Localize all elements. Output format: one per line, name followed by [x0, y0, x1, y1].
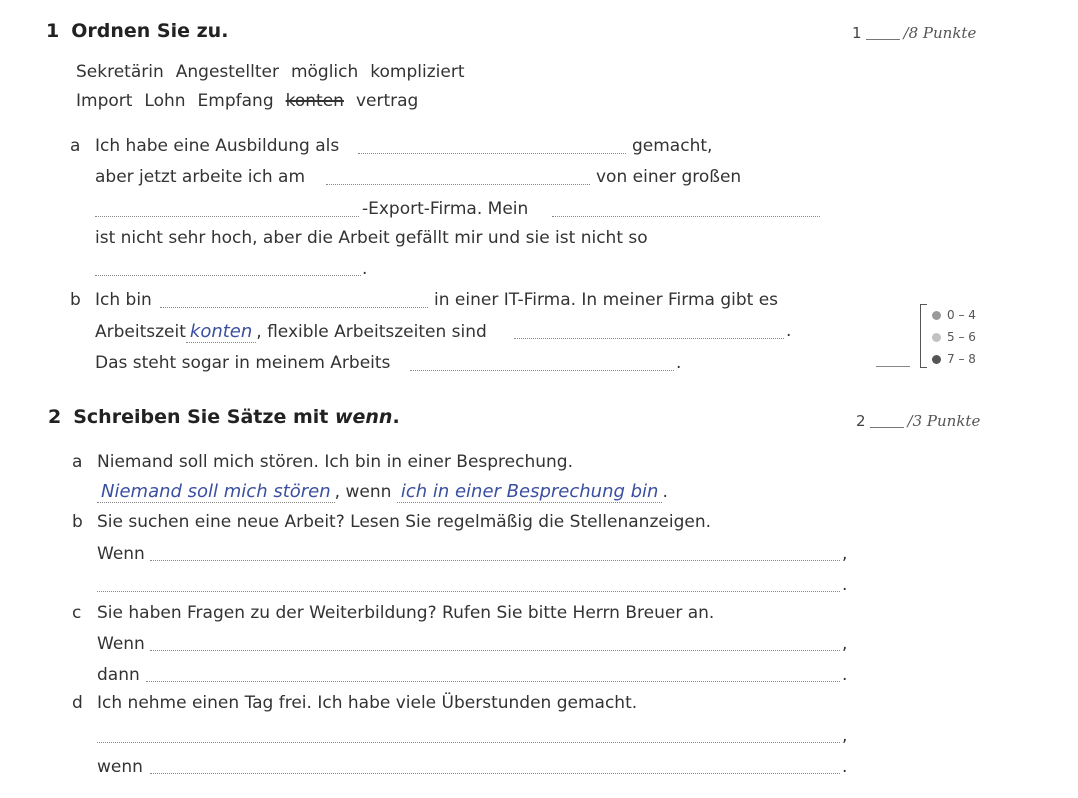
item-2a-end: . — [662, 482, 668, 502]
exercise-1-heading: Ordnen Sie zu. — [71, 20, 229, 42]
score-2-number: 2 — [856, 412, 866, 430]
answer-line-2b-1[interactable] — [150, 560, 840, 561]
item-2a-answer — [97, 481, 668, 502]
exercise-1-number: 1 — [46, 20, 60, 42]
legend-label: 5 – 6 — [947, 330, 976, 344]
score-2-blank[interactable] — [870, 427, 904, 428]
item-1a-text-5: -Export-Firma. Mein — [362, 199, 529, 219]
answer-blank-1b-3[interactable] — [410, 370, 674, 371]
item-2c-punct-1: , — [842, 634, 848, 654]
legend-label: 0 – 4 — [947, 308, 976, 322]
score-1-blank[interactable] — [866, 39, 900, 40]
answer-line-2d-1[interactable] — [97, 742, 840, 743]
exercise-2-score — [856, 412, 980, 430]
exercise-1-title — [46, 20, 228, 42]
item-2c-dann: dann — [97, 665, 140, 685]
item-2d-punct-2: . — [842, 757, 848, 777]
word-bank-item: Empfang — [197, 91, 274, 111]
item-2c-punct-2: . — [842, 665, 848, 685]
item-2d-letter: d — [72, 693, 83, 713]
legend-dot-icon — [932, 311, 941, 320]
answer-blank-1a-2[interactable] — [326, 184, 590, 185]
item-1b-letter: b — [70, 290, 81, 310]
exercise-2-title — [48, 406, 400, 428]
item-2b-punct-1: , — [842, 544, 848, 564]
item-2a-letter: a — [72, 452, 83, 472]
exercise-2-heading-em: wenn — [334, 406, 393, 428]
word-bank-item: Import — [76, 91, 133, 111]
self-assessment-bracket — [920, 304, 927, 368]
item-1b-mid: , flexible Arbeitszeiten sind — [256, 322, 487, 342]
item-2a-wenn: , wenn — [334, 482, 392, 502]
item-2d-prompt: Ich nehme einen Tag frei. Ich habe viele Überstunden gemacht. — [97, 693, 638, 713]
legend-dot-icon — [932, 355, 941, 364]
word-bank-item: möglich — [290, 62, 359, 82]
item-1b-prefix: Arbeitszeit — [95, 322, 186, 342]
item-2d-wenn: wenn — [97, 757, 143, 777]
item-1b-text-2: in einer IT-Firma. In meiner Firma gibt es — [434, 290, 779, 310]
legend-label: 7 – 8 — [947, 352, 976, 366]
legend-row — [932, 348, 976, 370]
answer-blank-1a-3[interactable] — [95, 216, 359, 217]
item-1b-punct-2: . — [676, 353, 682, 373]
item-1a-letter: a — [70, 136, 81, 156]
item-1b-text-3 — [95, 321, 487, 342]
word-bank-row-2 — [76, 91, 430, 111]
item-1a-text-6: ist nicht sehr hoch, aber die Arbeit gefällt mir und sie ist nicht so — [95, 228, 648, 248]
answer-blank-1a-5[interactable] — [95, 275, 361, 276]
word-bank-item: Lohn — [144, 91, 186, 111]
answer-line-2c-1[interactable] — [150, 650, 840, 651]
word-bank-item: kompliziert — [370, 62, 465, 82]
answer-line-2c-2[interactable] — [146, 681, 840, 682]
answer-blank-1b-1[interactable] — [160, 307, 428, 308]
handwritten-answer-2a-2: ich in einer Besprechung bin — [397, 481, 663, 503]
self-assessment-blank[interactable] — [876, 366, 910, 367]
answer-blank-1a-4[interactable] — [552, 216, 820, 217]
word-bank-item: Angestellter — [175, 62, 279, 82]
exercise-2-heading-a: Schreiben Sie Sätze mit — [73, 406, 335, 428]
word-bank-item: Sekretärin — [76, 62, 164, 82]
item-1a-text-1: Ich habe eine Ausbildung als — [95, 136, 340, 156]
handwritten-answer-konten: konten — [186, 321, 256, 343]
item-1a-text-3: aber jetzt arbeite ich am — [95, 167, 306, 187]
item-1a-text-4: von einer großen — [596, 167, 742, 187]
item-1a-text-2: gemacht, — [632, 136, 713, 156]
self-assessment-legend — [932, 304, 976, 370]
item-2b-letter: b — [72, 512, 83, 532]
item-1b-text-1: Ich bin — [95, 290, 152, 310]
item-2a-prompt: Niemand soll mich stören. Ich bin in einer Besprechung. — [97, 452, 573, 472]
answer-blank-1b-2[interactable] — [514, 338, 784, 339]
item-1b-punct-1: . — [786, 321, 792, 341]
item-1b-text-4: Das steht sogar in meinem Arbeits — [95, 353, 391, 373]
legend-row — [932, 326, 976, 348]
item-2b-prompt: Sie suchen eine neue Arbeit? Lesen Sie regelmäßig die Stellenanzeigen. — [97, 512, 711, 532]
exercise-2-heading-b: . — [392, 406, 400, 428]
item-1a-text-7: . — [362, 259, 368, 279]
score-1-number: 1 — [852, 24, 862, 42]
item-2c-wenn: Wenn — [97, 634, 145, 654]
answer-line-2d-2[interactable] — [150, 773, 840, 774]
item-2b-punct-2: . — [842, 575, 848, 595]
legend-row — [932, 304, 976, 326]
legend-dot-icon — [932, 333, 941, 342]
score-1-total: /8 Punkte — [903, 24, 977, 42]
exercise-2-number: 2 — [48, 406, 62, 428]
handwritten-answer-2a-1: Niemand soll mich stören — [97, 481, 335, 503]
answer-line-2b-2[interactable] — [97, 591, 840, 592]
exercise-1-score — [852, 24, 976, 42]
item-2d-punct-1: , — [842, 726, 848, 746]
word-bank-item: vertrag — [355, 91, 419, 111]
answer-blank-1a-1[interactable] — [358, 153, 626, 154]
word-bank-row-1 — [76, 62, 476, 82]
word-bank-item-used: konten — [285, 91, 344, 111]
score-2-total: /3 Punkte — [907, 412, 981, 430]
item-2b-wenn: Wenn — [97, 544, 145, 564]
item-2c-prompt: Sie haben Fragen zu der Weiterbildung? Rufen Sie bitte Herrn Breuer an. — [97, 603, 715, 623]
item-2c-letter: c — [72, 603, 82, 623]
